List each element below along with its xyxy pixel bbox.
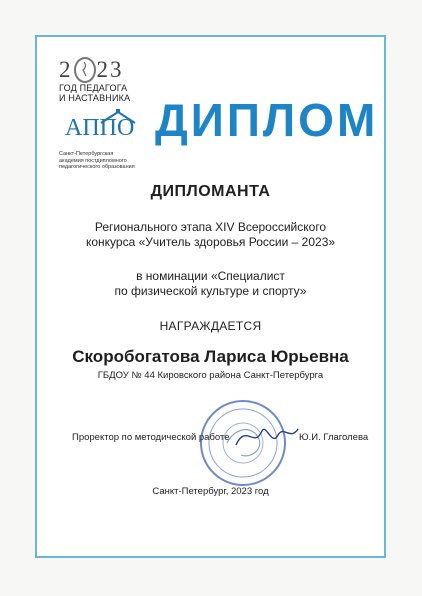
signatory-name: Ю.И. Глаголева	[299, 432, 369, 443]
diploma-frame	[35, 35, 386, 558]
appo-caption-3: педагогического образования	[59, 164, 135, 170]
year-mark	[59, 57, 147, 83]
nomination-line-2: по физической культуре и спорту»	[114, 284, 307, 298]
competition-text	[37, 220, 384, 250]
nomination-line-1: в номинации «Специалист	[136, 269, 285, 283]
year-logo	[59, 57, 147, 171]
year-digit: 2	[59, 57, 73, 82]
crane-icon	[74, 57, 96, 83]
nomination-text	[37, 269, 384, 299]
appo-caption-2: академия постдипломного	[59, 157, 127, 164]
signatory-title: Проректор по методической работе	[72, 432, 230, 443]
place-and-year: Санкт-Петербург, 2023 год	[152, 486, 269, 497]
signature-icon	[232, 419, 302, 453]
recipient-organization: ГБДОУ № 44 Кировского района Санкт-Петербурга	[97, 370, 324, 381]
year-digit: 2	[96, 57, 110, 82]
appo-logo	[59, 109, 147, 151]
appo-abbreviation: АППО	[65, 115, 135, 141]
year-caption-2: И НАСТАВНИКА	[59, 93, 131, 103]
award-label: НАГРАЖДАЕТСЯ	[159, 319, 262, 333]
recipient-name: Скоробогатова Лариса Юрьевна	[72, 347, 349, 366]
diploma-title: ДИПЛОМ	[155, 94, 379, 146]
appo-caption-1: Санкт-Петербургская	[59, 151, 114, 157]
year-caption-1: ГОД ПЕДАГОГА	[59, 83, 128, 93]
competition-line-1: Регионального этапа XIV Всероссийского	[94, 220, 327, 234]
diploma-subtitle: ДИПЛОМАНТА	[150, 183, 271, 200]
year-digit: 3	[110, 57, 124, 82]
competition-line-2: конкурса «Учитель здоровья России – 2023»	[85, 235, 336, 249]
